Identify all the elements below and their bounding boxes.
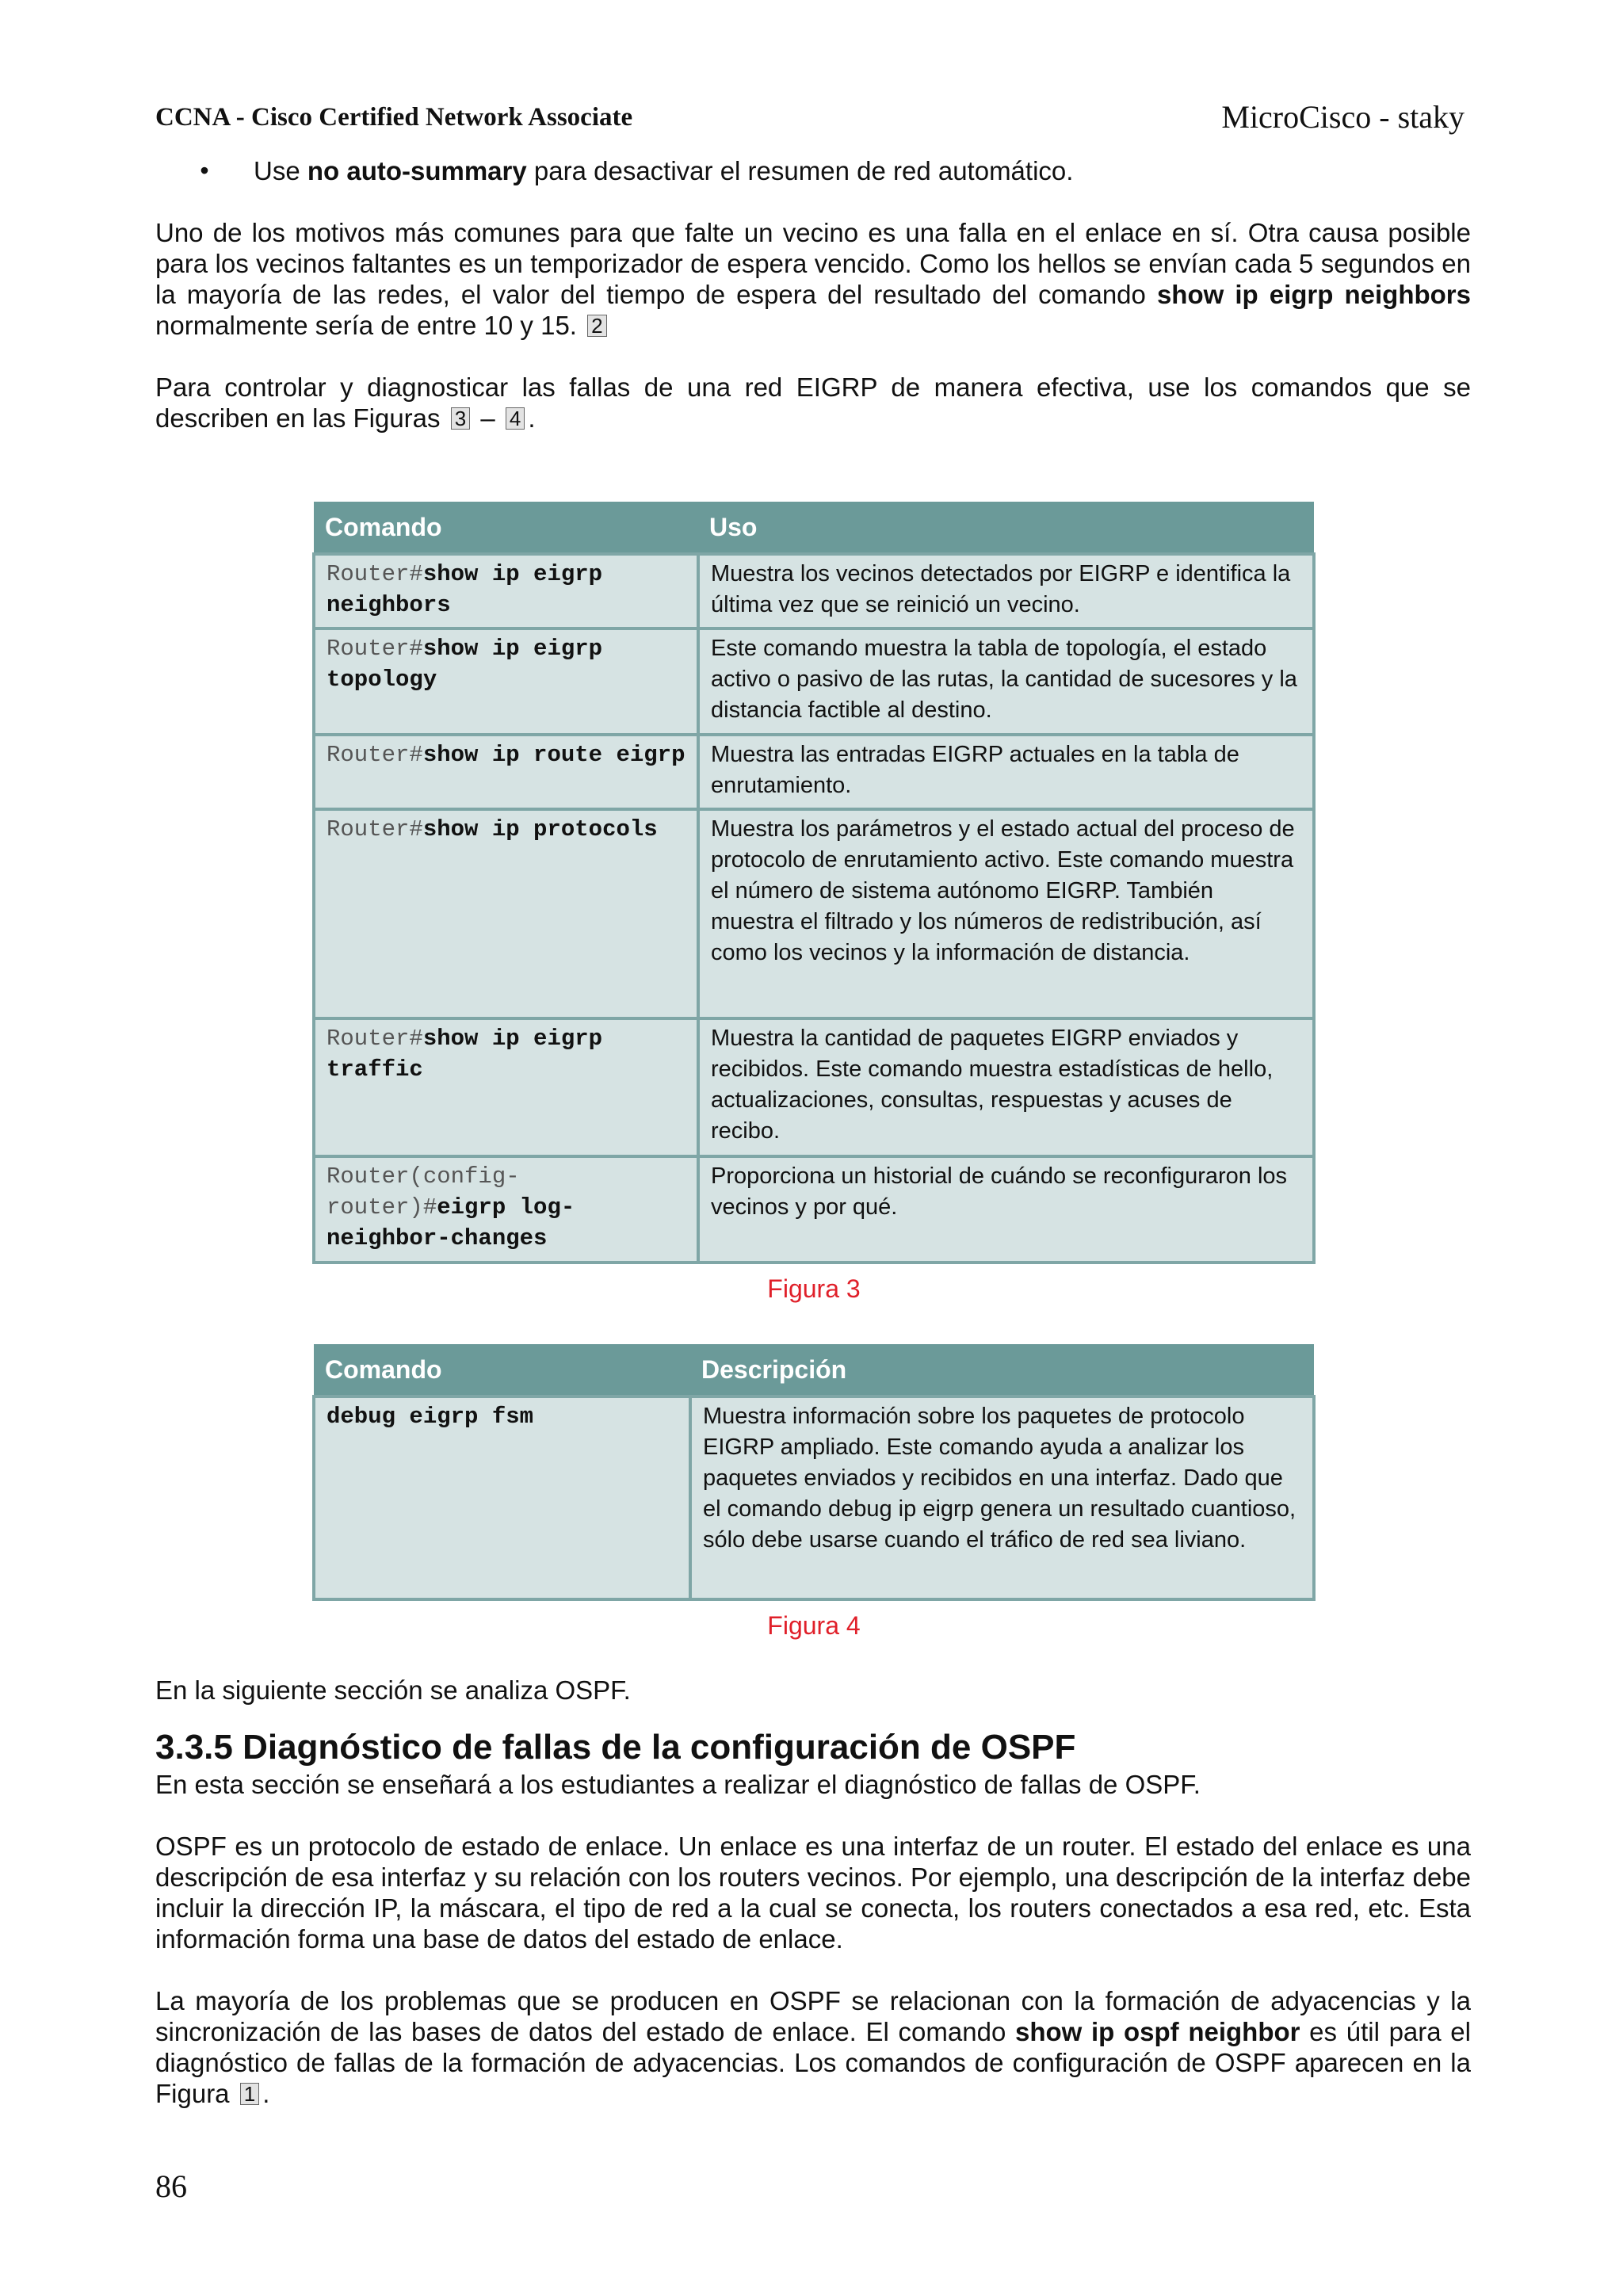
figure-3-table <box>312 502 1316 1264</box>
figure-link-1[interactable]: 1 <box>240 2083 259 2105</box>
figure-link-2[interactable]: 2 <box>587 315 606 337</box>
figure-link-4[interactable]: 4 <box>506 407 525 430</box>
paragraph-diagnose: Para controlar y diagnosticar las fallas de una red EIGRP de manera efectiva, use los comandos que se describen en las Figuras 3 – 4 . <box>155 372 1471 433</box>
section-title: 3.3.5 Diagnóstico de fallas de la configuración de OSPF <box>155 1728 1076 1767</box>
bullet-item <box>155 155 1471 186</box>
table-row: Router#show ip route eigrp Muestra las entradas EIGRP actuales en la tabla de enrutamiento. <box>314 735 1314 809</box>
bullet-dot-icon: • <box>200 156 209 185</box>
figure-3 <box>312 502 1316 1305</box>
header-author: MicroCisco - staky <box>1221 99 1465 135</box>
col-header-command: Comando <box>314 502 698 554</box>
table-cell: Muestra los parámetros y el estado actual del proceso de protocolo de enrutamiento activo. Este comando muestra el número de sistema autónomo EIGRP. También muestra el filtrado y los números de redistribución, así como los vecinos y la información de distancia. <box>698 809 1314 1018</box>
table-row: Router#show ip eigrp traffic Muestra la cantidad de paquetes EIGRP enviados y recibidos. Este comando muestra estadísticas de hello, actualizaciones, consultas, respuestas y acuses de recibo. <box>314 1018 1314 1156</box>
page-content <box>155 155 1471 2109</box>
table-cell: Este comando muestra la tabla de topología, el estado activo o pasivo de las rutas, la cantidad de sucesores y la distancia factible al destino. <box>698 628 1314 735</box>
page-number: 86 <box>155 2168 187 2204</box>
table-cell: Muestra los vecinos detectados por EIGRP e identifica la última vez que se reinició un vecino. <box>698 554 1314 628</box>
paragraph-next-section: En la siguiente sección se analiza OSPF. <box>155 1675 631 1705</box>
table-cell: Muestra información sobre los paquetes de protocolo EIGRP ampliado. Este comando ayuda a analizar los paquetes enviados y recibidos en una interfaz. Dado que el comando debug ip eigrp genera un resultado cuantioso, sólo debe usarse cuando el tráfico de red sea liviano. <box>690 1396 1314 1599</box>
paragraph-ospf-problems: La mayoría de los problemas que se producen en OSPF se relacionan con la formación de adyacencias y la sincronización de las bases de datos del estado de enlace. El comando show ip ospf neighbor es útil para el diagnóstico de fallas de la formación de adyacencias. Los comandos de configuración de OSPF aparecen en la Figura 1 . <box>155 1986 1471 2108</box>
col-header-description: Descripción <box>690 1344 1314 1396</box>
paragraph-ospf-intro: OSPF es un protocolo de estado de enlace. Un enlace es una interfaz de un router. El estado del enlace es una descripción de esa interfaz y su relación con los routers vecinos. Por ejemplo, una descripción de la interfaz debe incluir la dirección IP, la máscara, el tipo de red a la cual se conecta, los routers conectados a esa red, etc. Esta información forma una base de datos del estado de enlace. <box>155 1832 1471 1954</box>
paragraph-neighbors: Uno de los motivos más comunes para que falte un vecino es una falla en el enlace en sí. Otra causa posible para los vecinos faltantes es un temporizador de espera vencido. Como los hellos se envían cada 5 segundos en la mayoría de las redes, el valor del tiempo de espera del resultado del comando show ip eigrp neighbors normalmente sería de entre 10 y 15. 2 <box>155 218 1471 340</box>
figure-4-caption: Figura 4 <box>767 1611 861 1640</box>
figure-link-3[interactable]: 3 <box>451 407 470 430</box>
figure-4-table <box>312 1344 1316 1601</box>
col-header-use: Uso <box>698 502 1314 554</box>
table-cell: Muestra la cantidad de paquetes EIGRP enviados y recibidos. Este comando muestra estadísticas de hello, actualizaciones, consultas, respuestas y acuses de recibo. <box>698 1018 1314 1156</box>
table-row: Router#show ip eigrp neighbors Muestra los vecinos detectados por EIGRP e identifica la última vez que se reinició un vecino. <box>314 554 1314 628</box>
table-row: Router(config-router)#eigrp log-neighbor-changes Proporciona un historial de cuándo se reconfiguraron los vecinos y por qué. <box>314 1156 1314 1263</box>
figure-3-caption: Figura 3 <box>767 1274 861 1303</box>
table-row: debug eigrp fsm Muestra información sobre los paquetes de protocolo EIGRP ampliado. Este comando ayuda a analizar los paquetes enviados y recibidos en una interfaz. Dado que el comando debug ip eigrp genera un resultado cuantioso, sólo debe usarse cuando el tráfico de red sea liviano. <box>314 1396 1314 1599</box>
table-cell: Proporciona un historial de cuándo se reconfiguraron los vecinos y por qué. <box>698 1156 1314 1263</box>
section-intro: En esta sección se enseñará a los estudiantes a realizar el diagnóstico de fallas de OSPF. <box>155 1770 1201 1799</box>
table-row: Router#show ip eigrp topology Este comando muestra la tabla de topología, el estado activo o pasivo de las rutas, la cantidad de sucesores y la distancia factible al destino. <box>314 628 1314 735</box>
table-cell: Muestra las entradas EIGRP actuales en la tabla de enrutamiento. <box>698 735 1314 809</box>
figure-4 <box>312 1344 1316 1641</box>
header-title: CCNA - Cisco Certified Network Associate <box>155 103 633 132</box>
table-row: Router#show ip protocols Muestra los parámetros y el estado actual del proceso de protocolo de enrutamiento activo. Este comando muestra el número de sistema autónomo EIGRP. También muestra el filtrado y los números de redistribución, así como los vecinos y la información de distancia. <box>314 809 1314 1018</box>
col-header-command: Comando <box>314 1344 690 1396</box>
bullet-text: Use no auto-summary para desactivar el resumen de red automático. <box>254 156 1074 185</box>
